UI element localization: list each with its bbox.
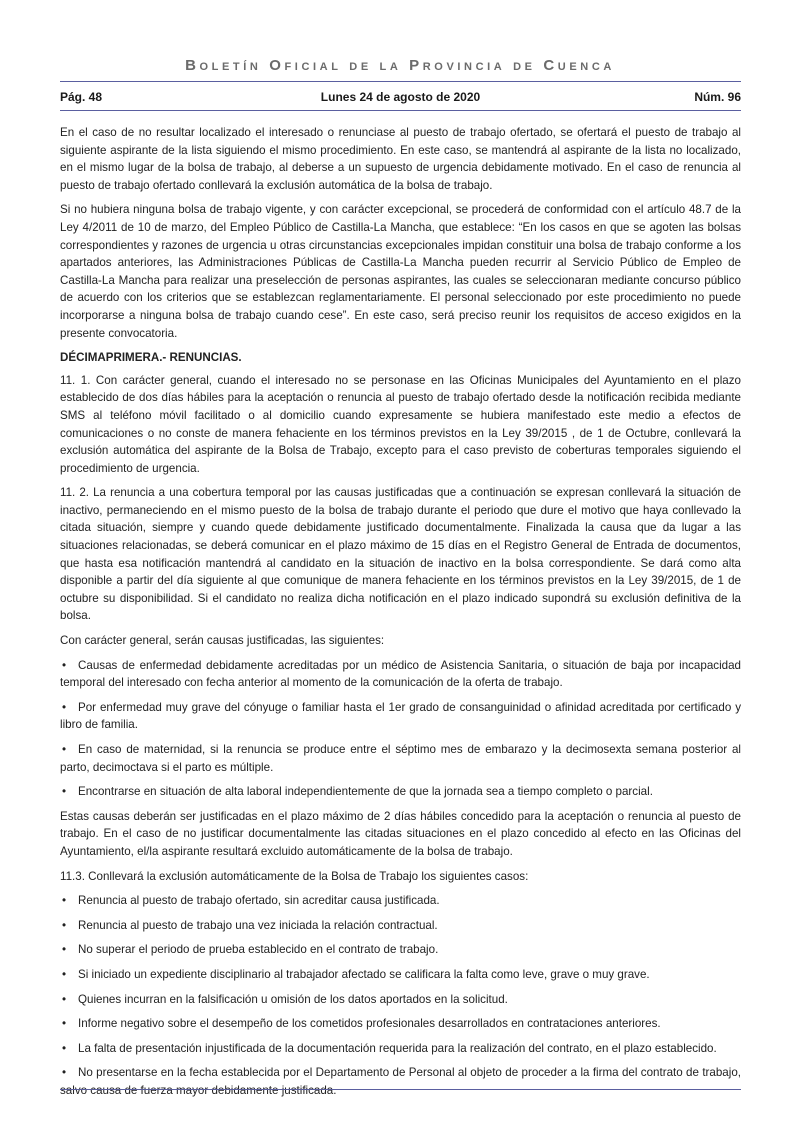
paragraph: En el caso de no resultar localizado el interesado o renunciase al puesto de trabajo ofertado, se ofertará el puesto de trabajo al siguiente aspirante de la lista siguiendo el mismo procedimiento. En este caso, se mantendrá al aspirante de la lista no localizado, en el mismo lugar de la bolsa de trabajo, al deberse a un supuesto de urgencia debidamente motivado. En el caso de renuncia al puesto de trabajo ofertado conllevará la exclusión automática de la bolsa de trabajo.	[60, 126, 741, 192]
list-item	[60, 1040, 741, 1058]
section-heading: DÉCIMAPRIMERA.- RENUNCIAS.	[60, 351, 242, 365]
list-item-text: Encontrarse en situación de alta laboral independientemente de que la jornada sea a tiempo completo o parcial.	[78, 785, 653, 799]
paragraph: Si no hubiera ninguna bolsa de trabajo vigente, y con carácter excepcional, se procederá de conformidad con el artículo 48.7 de la Ley 4/2011 de 10 de marzo, del Empleo Público de Castilla-La Mancha, que establece: “En los casos en que se agoten las bolsas correspondientes y razones de urgencia u otras circunstancias excepcionales impidan constituir una bolsa de trabajo conforme a los apartados anteriores, las Administraciones Públicas de Castilla-La Mancha pueden recurrir al Servicio Público de Empleo de Castilla-La Mancha para realizar una preselección de personas aspirantes, las cuales se seleccionaran mediante concurso público de acuerdo con los criterios que se establezcan reglamentariamente. El personal seleccionado por este procedimiento no puede incorporarse a ninguna bolsa de trabajo cuando cese”. En este caso, será preciso reunir los requisitos de acceso exigidos en la presente convocatoria.	[60, 203, 741, 340]
header-rule	[60, 110, 741, 111]
bullet-icon: •	[62, 1041, 67, 1055]
document-body	[60, 124, 741, 1107]
list-item-text: Por enfermedad muy grave del cónyuge o familiar hasta el 1er grado de consanguinidad o afinidad acreditada por certificado y libro de familia.	[60, 700, 741, 732]
bullet-icon: •	[62, 1017, 67, 1031]
list-item-text: No presentarse en la fecha establecida por el Departamento de Personal al objeto de proceder a la firma del contrato de trabajo, salvo causa de fuerza mayor debidamente justificada.	[60, 1066, 741, 1097]
list-item	[60, 917, 741, 935]
paragraph: Estas causas deberán ser justificadas en el plazo máximo de 2 días hábiles concedido para la aceptación o renuncia al puesto de trabajo. En el caso de no justificar documentalmente las citadas situaciones en el plazo concedido al efecto en las Oficinas del Ayuntamiento, el/la aspirante resultará excluido automáticamente de la bolsa de trabajo.	[60, 809, 741, 858]
paragraph: 11.3. Conllevará la exclusión automáticamente de la Bolsa de Trabajo los siguientes casos:	[60, 869, 529, 883]
list-item-text: Si iniciado un expediente disciplinario al trabajador afectado se calificara la falta como leve, grave o muy grave.	[78, 967, 650, 981]
list-item-text: Quienes incurran en la falsificación u omisión de los datos aportados en la solicitud.	[78, 992, 508, 1006]
paragraph: 11. 1. Con carácter general, cuando el interesado no se personase en las Oficinas Municipales del Ayuntamiento en el plazo establecido de dos días hábiles para la aceptación o renuncia al puesto de trabajo ofertado desde la notificación recibida mediante SMS al teléfono móvil facilitado o al domicilio cuando expresamente se hubiera manifestado este medio a efectos de comunicaciones o no conste de manera fehaciente en los términos previstos en la Ley 39/2015 , de 1 de Octubre, conllevará la exclusión automática del aspirante de la Bolsa de Trabajo, excepto para el caso previsto de coberturas temporales siguiendo el procedimiento de urgencia.	[60, 373, 741, 475]
list-item-text: Renuncia al puesto de trabajo ofertado, sin acreditar causa justificada.	[78, 894, 440, 908]
list-item	[60, 657, 741, 692]
issue-date: Lunes 24 de agosto de 2020	[320, 90, 481, 104]
bullet-icon: •	[62, 967, 67, 981]
list-item	[60, 741, 741, 776]
list-item-text: No superar el periodo de prueba establecido en el contrato de trabajo.	[78, 943, 439, 957]
issue-number: Núm. 96	[694, 90, 741, 104]
bullet-icon: •	[62, 992, 67, 1006]
page-header	[60, 90, 741, 106]
list-item	[60, 699, 741, 734]
bullet-icon: •	[62, 1066, 67, 1080]
masthead-rule	[60, 81, 741, 82]
list-item-text: Informe negativo sobre el desempeño de los cometidos profesionales desarrollados en contrataciones anteriores.	[78, 1017, 661, 1031]
masthead-title: Boletín Oficial de la Provincia de Cuenca	[185, 57, 615, 74]
footer-rule	[60, 1089, 741, 1090]
list-item	[60, 892, 741, 910]
bullet-icon: •	[62, 700, 67, 714]
list-item	[60, 783, 741, 801]
list-item	[60, 1015, 741, 1033]
list-item-text: Renuncia al puesto de trabajo una vez iniciada la relación contractual.	[78, 918, 438, 932]
list-item	[60, 1064, 741, 1099]
bullet-icon: •	[62, 918, 67, 932]
list-item	[60, 991, 741, 1009]
list-item-text: La falta de presentación injustificada de la documentación requerida para la realización del contrato, en el plazo establecido.	[78, 1041, 717, 1055]
list-item	[60, 941, 741, 959]
list-item-text: Causas de enfermedad debidamente acreditadas por un médico de Asistencia Sanitaria, o situación de baja por incapacidad temporal del interesado con fecha anterior al momento de la comunicación de la oferta de trabajo.	[60, 658, 741, 690]
bullet-icon: •	[62, 658, 67, 672]
paragraph: Con carácter general, serán causas justificadas, las siguientes:	[60, 634, 385, 648]
page-number: Pág. 48	[60, 90, 103, 104]
paragraph: 11. 2. La renuncia a una cobertura temporal por las causas justificadas que a continuación se expresan conllevará la situación de inactivo, permaneciendo en el mismo puesto de la bolsa de trabajo durante el periodo que dure el motivo que haya conllevado la citada situación, siempre y cuando quede debidamente justificado documentalmente. Finalizada la causa que da lugar a las situaciones relacionadas, se deberá comunicar en el plazo máximo de 15 días en el Registro General de Entrada de documentos, que hasta esa notificación mantendrá al candidato en la situación de inactivo en la bolsa correspondiente. Se dará como alta disponible a partir del día siguiente al que comunique de manera fehaciente en los términos previstos en la Ley 39/2015, de 1 de octubre su disponibilidad. Si el candidato no realiza dicha notificación en el plazo indicado supondrá su exclusión definitiva de la bolsa.	[60, 486, 741, 623]
list-item	[60, 966, 741, 984]
bullet-icon: •	[62, 894, 67, 908]
bullet-icon: •	[62, 785, 67, 799]
list-item-text: En caso de maternidad, si la renuncia se produce entre el séptimo mes de embarazo y la decimosexta semana posterior al parto, decimoctava si el parto es múltiple.	[60, 743, 741, 774]
bullet-icon: •	[62, 943, 67, 957]
bullet-icon: •	[62, 743, 67, 756]
